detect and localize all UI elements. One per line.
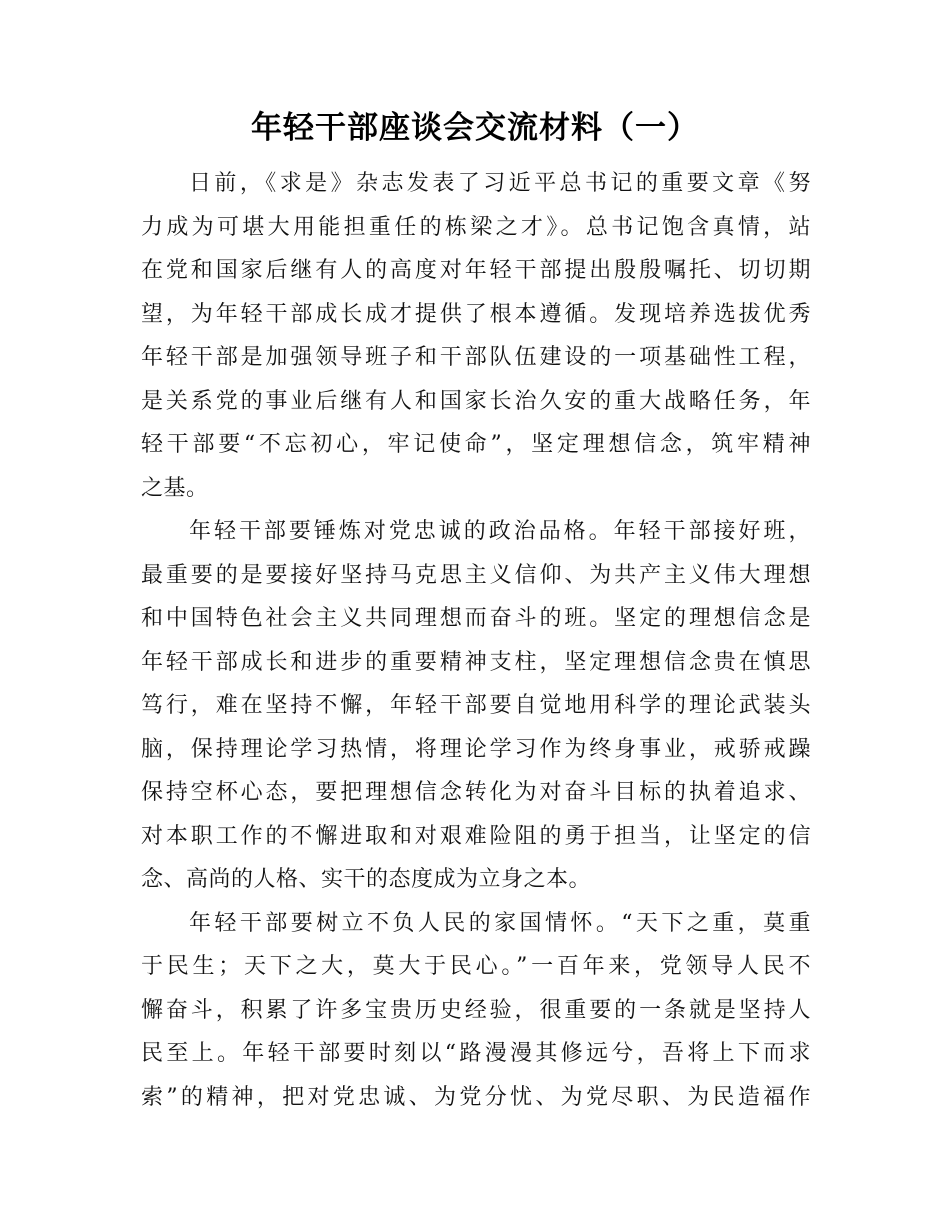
paragraph-3-line-5: 索”的精神，把对党忠诚、为党分忧、为党尽职、为民造福作 xyxy=(141,1084,811,1110)
paragraph-1-line-3: 在党和国家后继有人的高度对年轻干部提出殷殷嘱托、切切期 xyxy=(141,258,811,283)
paragraph-1-line-7: 轻干部要“不忘初心，牢记使命”，坚定理想信念，筑牢精神 xyxy=(141,432,811,457)
paragraph-2-line-6: 脑，保持理论学习热情，将理论学习作为终身事业，戒骄戒躁 xyxy=(141,736,811,762)
paragraph-1-line-5: 年轻干部是加强领导班子和干部队伍建设的一项基础性工程， xyxy=(141,345,811,370)
paragraph-2-line-8: 对本职工作的不懈进取和对艰难险阻的勇于担当，让坚定的信 xyxy=(141,823,811,849)
paragraph-2-line-2: 最重要的是要接好坚持马克思主义信仰、为共产主义伟大理想 xyxy=(141,562,811,588)
document-title: 年轻干部座谈会交流材料（一） xyxy=(251,110,699,146)
paragraph-3-line-1: 年轻干部要树立不负人民的家国情怀。“天下之重，莫重 xyxy=(189,910,811,936)
paragraph-3-line-4: 民至上。年轻干部要时刻以“路漫漫其修远兮，吾将上下而求 xyxy=(141,1041,811,1066)
paragraph-2-line-7: 保持空杯心态，要把理想信念转化为对奋斗目标的执着追求、 xyxy=(141,780,811,805)
paragraph-1-line-2: 力成为可堪大用能担重任的栋梁之才》。总书记饱含真情，站 xyxy=(141,214,811,240)
paragraph-2-line-4: 年轻干部成长和进步的重要精神支柱，坚定理想信念贵在慎思 xyxy=(141,649,811,675)
paragraph-1-line-6: 是关系党的事业后继有人和国家长治久安的重大战略任务，年 xyxy=(141,388,811,414)
paragraph-2-line-9: 念、高尚的人格、实干的态度成为立身之本。 xyxy=(141,867,592,892)
paragraph-3-line-2: 于民生；天下之大，莫大于民心。”一百年来，党领导人民不 xyxy=(141,954,811,979)
document-body xyxy=(141,162,811,1119)
paragraph-1-line-4: 望，为年轻干部成长成才提供了根本遵循。发现培养选拔优秀 xyxy=(141,301,811,327)
paragraph-1-line-1: 日前，《求是》杂志发表了习近平总书记的重要文章《努 xyxy=(189,171,811,196)
paragraph-2-line-3: 和中国特色社会主义共同理想而奋斗的班。坚定的理想信念是 xyxy=(141,606,811,631)
paragraph-2-line-1: 年轻干部要锤炼对党忠诚的政治品格。年轻干部接好班， xyxy=(189,519,811,544)
paragraph-1-line-8: 之基。 xyxy=(141,475,209,501)
paragraph-2-line-5: 笃行，难在坚持不懈，年轻干部要自觉地用科学的理论武装头 xyxy=(141,693,811,718)
paragraph-3-line-3: 懈奋斗，积累了许多宝贵历史经验，很重要的一条就是坚持人 xyxy=(141,997,811,1023)
